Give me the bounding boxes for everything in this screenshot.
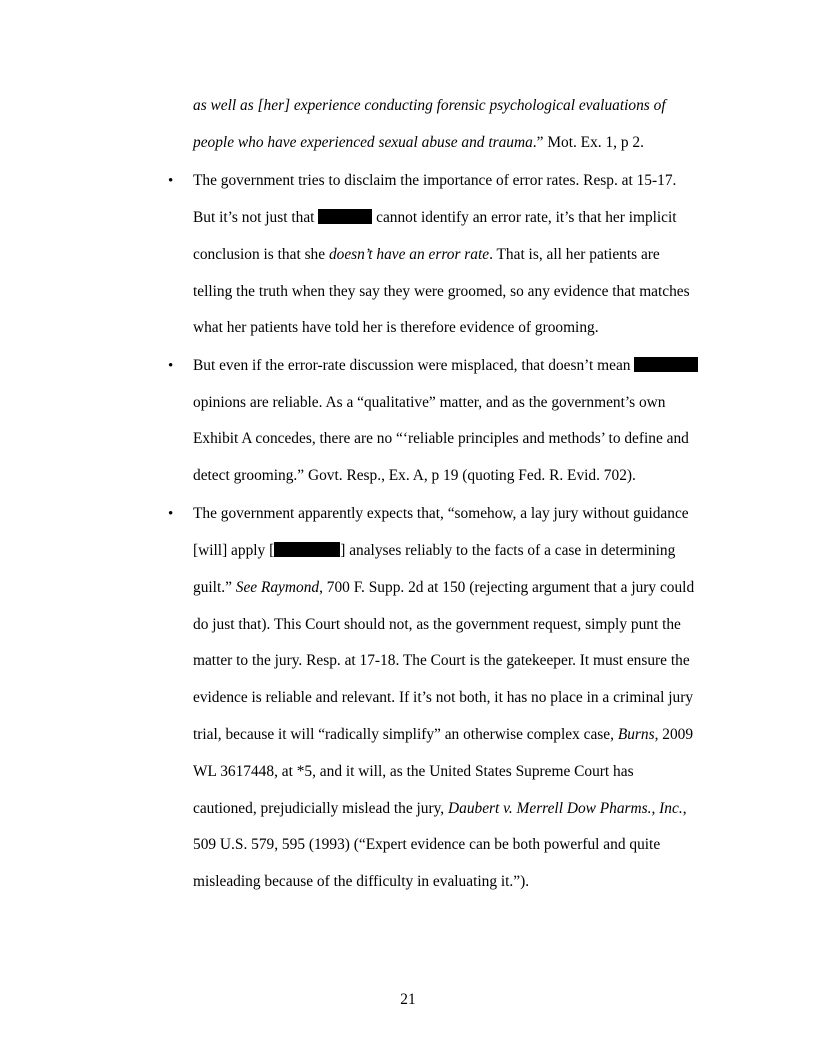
bullet-3-line-2: [193, 542, 675, 560]
continuation-line-1: [193, 97, 666, 115]
bullet-1-line-5: what her patients have told her is therefore evidence of grooming.: [193, 319, 599, 336]
bullet-2-line-1: [193, 357, 698, 375]
bullet-2-text: But even if the error-rate discussion were misplaced, that doesn’t mean: [193, 357, 635, 374]
bullet-3-text: , 2009: [654, 726, 694, 743]
redaction-box: [318, 209, 372, 224]
bullet-1-text: cannot identify an error rate, it’s that her implicit: [372, 209, 677, 226]
bullet-3-line-11: misleading because of the difficulty in evaluating it.”).: [193, 873, 530, 890]
bullet-1-line-1: The government tries to disclaim the importance of error rates. Resp. at 15-17.: [193, 172, 677, 189]
bullet-1-italic: doesn’t have an error rate: [328, 246, 490, 263]
bullet-1-line-2: [193, 209, 677, 227]
bullet-3-line-6: evidence is reliable and relevant. If it’s not both, it has no place in a criminal jury: [193, 689, 694, 706]
bullet-3-text: trial, because it will “radically simplify” an otherwise complex case,: [193, 726, 618, 743]
bullet-3-text: [will] apply [: [193, 542, 275, 559]
bullet-3-line-10: 509 U.S. 579, 595 (1993) (“Expert evidence can be both powerful and quite: [193, 836, 661, 853]
bullet-1-text: But it’s not just that: [193, 209, 319, 226]
bullet-3-text: ] analyses reliably to the facts of a case in determining: [340, 542, 676, 559]
bullet-3-italic: See Raymond: [235, 579, 320, 596]
bullet-3-line-3: [193, 579, 694, 597]
bullet-3-line-9: [193, 800, 687, 818]
bullet-3-text: cautioned, prejudicially mislead the jury,: [193, 800, 449, 817]
bullet-3-line-5: matter to the jury. Resp. at 17-18. The Court is the gatekeeper. It must ensure the: [193, 652, 690, 669]
bullet-marker-3: •: [168, 506, 174, 522]
page-number: 21: [400, 991, 416, 1008]
bullet-3-line-4: do just that). This Court should not, as the government request, simply punt the: [193, 616, 681, 633]
bullet-3-text: ,: [682, 800, 687, 817]
bullet-3-italic: Burns: [617, 726, 655, 743]
bullet-1-text: . That is, all her patients are: [489, 246, 660, 263]
redaction-box: [274, 542, 340, 557]
bullet-3-line-7: [193, 726, 693, 744]
redaction-box: [634, 357, 698, 372]
bullet-3-italic: Daubert v. Merrell Dow Pharms., Inc.: [448, 800, 683, 817]
bullet-1-text: conclusion is that she: [193, 246, 329, 263]
bullet-2-line-2: opinions are reliable. As a “qualitative” matter, and as the government’s own: [193, 394, 666, 411]
bullet-marker-2: •: [168, 358, 174, 374]
continuation-citation: .” Mot. Ex. 1, p 2.: [532, 134, 644, 151]
bullet-3-line-1: The government apparently expects that, “somehow, a lay jury without guidance: [193, 505, 689, 522]
bullet-2-line-4: detect grooming.” Govt. Resp., Ex. A, p 19 (quoting Fed. R. Evid. 702).: [193, 467, 636, 484]
bullet-2-line-3: Exhibit A concedes, there are no “‘reliable principles and methods’ to define and: [193, 430, 689, 447]
bullet-marker-1: •: [168, 173, 174, 189]
bullet-3-text: guilt.”: [193, 579, 236, 596]
bullet-1-line-4: telling the truth when they say they were groomed, so any evidence that matches: [193, 283, 690, 300]
continuation-line-2: [193, 134, 644, 152]
continuation-quote-italic-end: people who have experienced sexual abuse and trauma: [193, 134, 533, 151]
continuation-quote-italic: as well as [her] experience conducting forensic psychological evaluations of: [193, 97, 666, 114]
bullet-3-text: , 700 F. Supp. 2d at 150 (rejecting argument that a jury could: [319, 579, 695, 596]
bullet-3-line-8: WL 3617448, at *5, and it will, as the United States Supreme Court has: [193, 763, 634, 780]
bullet-1-line-3: [193, 246, 660, 264]
